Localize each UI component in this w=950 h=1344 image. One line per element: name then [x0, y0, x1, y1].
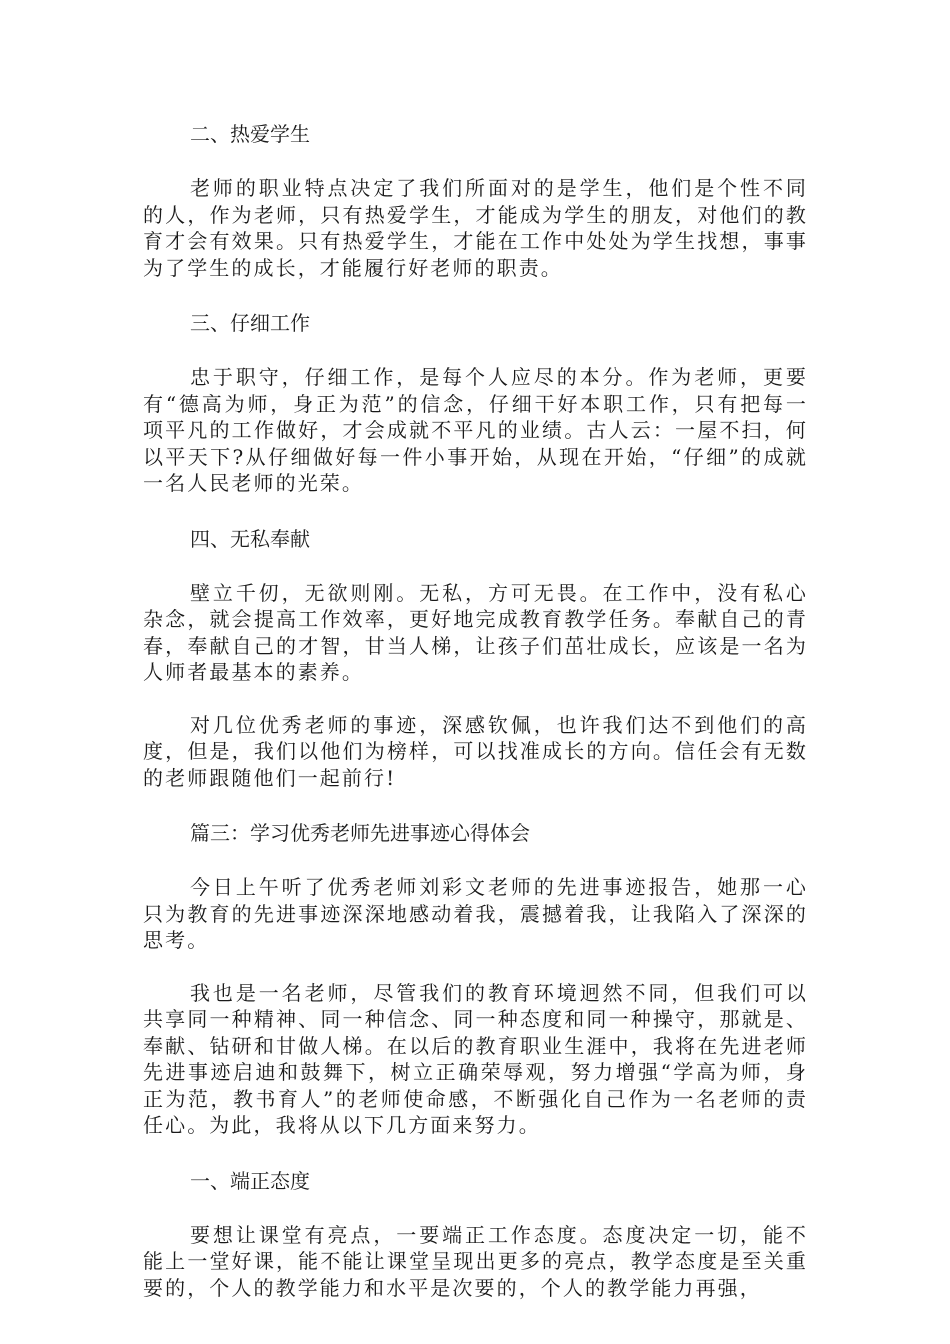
section-heading-selfless-dedication: 四、无私奉献 [190, 526, 310, 551]
paragraph-careful-work: 忠于职守，仔细工作，是每个人应尽的本分。作为老师，更要有“德高为师，身正为范”的信念，仔细干好本职工作，只有把每一项平凡的工作做好，才会成就不平凡的业绩。古人云：一屋不扫，何以平天下?从仔细做好每一件小事开始，从现在开始，“仔细”的成就一名人民老师的光荣。 [143, 365, 808, 495]
section-heading-love-students: 二、热爱学生 [190, 122, 310, 146]
section-heading-correct-attitude: 一、端正态度 [190, 1168, 310, 1193]
section-heading-careful-work: 三、仔细工作 [190, 311, 310, 335]
document-page [143, 118, 808, 1301]
section-heading-part-three: 篇三：学习优秀老师先进事迹心得体会 [190, 821, 530, 845]
paragraph-teacher-commitment: 我也是一名老师，尽管我们的教育环境迥然不同，但我们可以共享同一种精神、同一种信念、同一种态度和同一种操守，那就是、奉献、钻研和甘做人梯。在以后的教育职业生涯中，我将在先进老师先进事迹启迪和鼓舞下，树立正确荣辱观，努力增强“学高为师，身正为范，教书育人”的老师使命感，不断强化自己作为一名老师的责任心。为此，我将从以下几方面来努力。 [143, 980, 808, 1137]
paragraph-correct-attitude: 要想让课堂有亮点，一要端正工作态度。态度决定一切，能不能上一堂好课，能不能让课堂呈现出更多的亮点，教学态度是至关重要的，个人的教学能力和水平是次要的，个人的教学能力再强， [143, 1222, 808, 1300]
paragraph-admiration: 对几位优秀老师的事迹，深感钦佩，也许我们达不到他们的高度，但是，我们以他们为榜样，可以找准成长的方向。信任会有无数的老师跟随他们一起前行! [143, 712, 808, 790]
paragraph-selfless-dedication: 壁立千仞，无欲则刚。无私，方可无畏。在工作中，没有私心杂念，就会提高工作效率，更好地完成教育教学任务。奉献自己的青春，奉献自己的才智，甘当人梯，让孩子们茁壮成长，应该是一名为人师者最基本的素养。 [143, 580, 808, 684]
paragraph-love-students: 老师的职业特点决定了我们所面对的是学生，他们是个性不同的人，作为老师，只有热爱学生，才能成为学生的朋友，对他们的教育才会有效果。只有热爱学生，才能在工作中处处为学生找想，事事为了学生的成长，才能履行好老师的职责。 [143, 176, 808, 280]
paragraph-report-reflection: 今日上午听了优秀老师刘彩文老师的先进事迹报告，她那一心只为教育的先进事迹深深地感动着我，震撼着我，让我陷入了深深的思考。 [143, 875, 808, 952]
